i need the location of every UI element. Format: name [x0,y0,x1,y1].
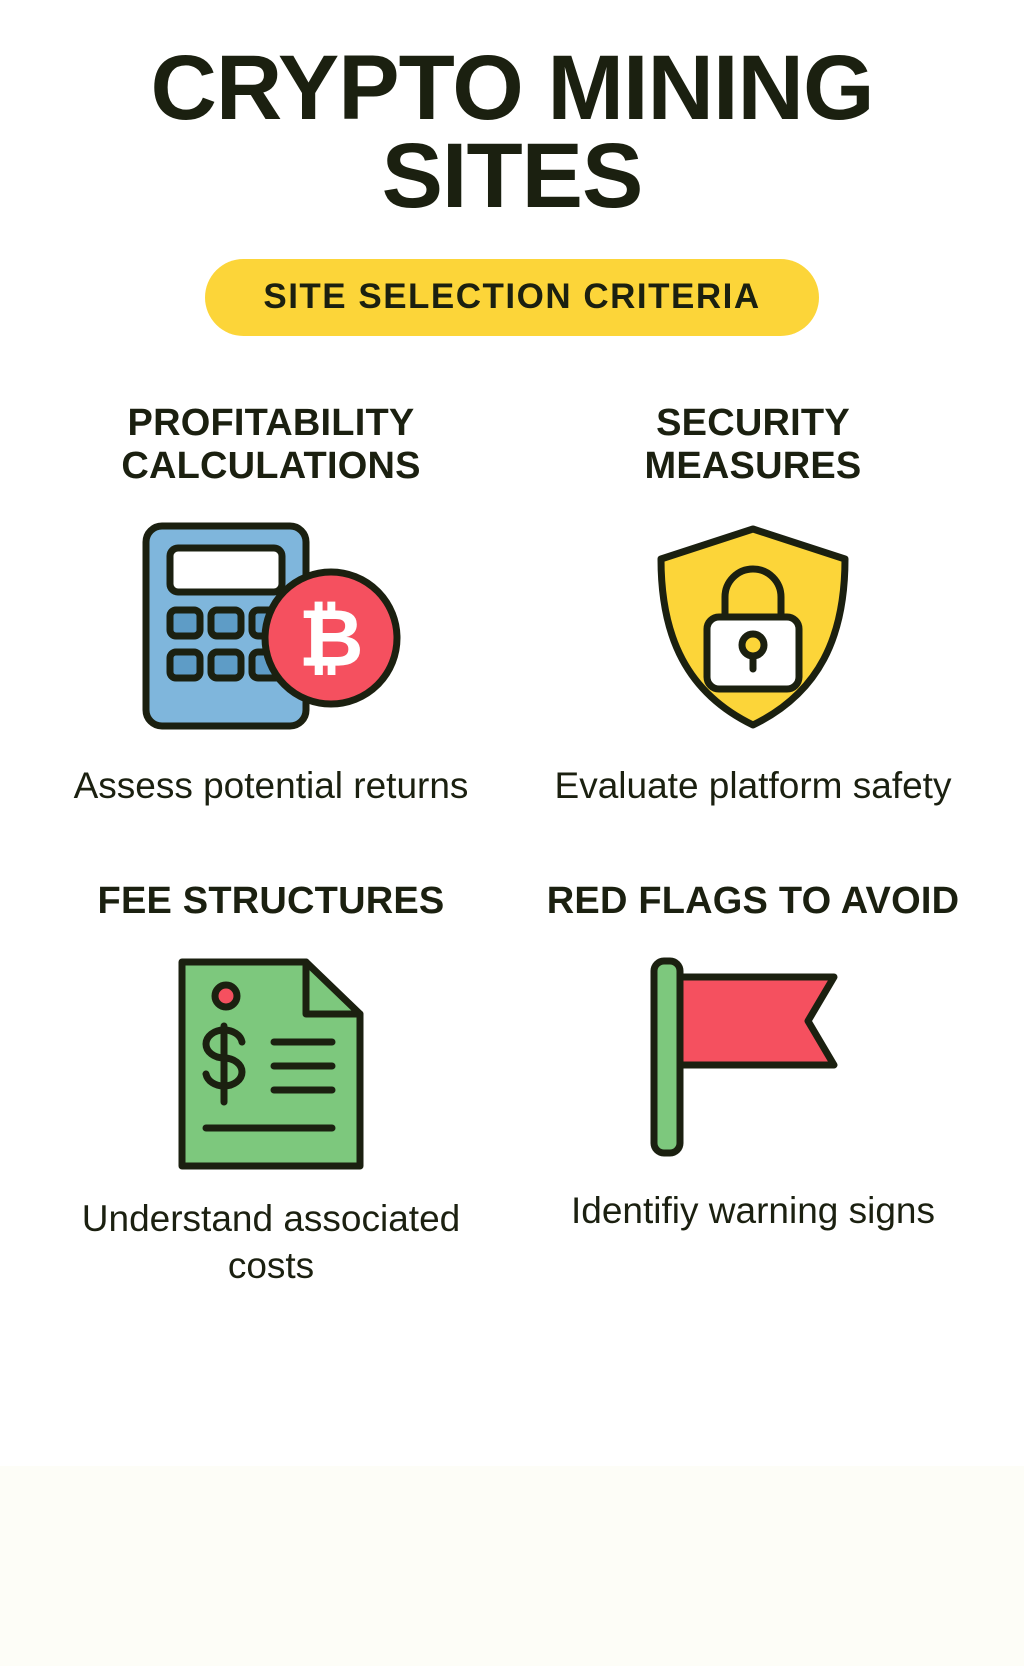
criteria-title: PROFITABILITY CALCULATIONS [121,401,421,487]
criteria-item-profitability [40,402,502,810]
document-dollar-icon [166,945,376,1185]
subtitle-badge-container [40,259,984,336]
page-title-line-1: CRYPTO MINING [150,37,874,139]
criteria-title: RED FLAGS TO AVOID [546,879,960,922]
shield-lock-icon [643,502,863,752]
page-title [40,37,984,228]
criteria-caption: Assess potential returns [73,765,469,807]
calculator-bitcoin-icon [126,502,416,752]
criteria-caption: Understand associated costs [81,1197,461,1287]
criteria-item-fees [40,880,502,1290]
criteria-caption: Evaluate platform safety [554,765,952,807]
criteria-item-security [522,402,984,810]
criteria-caption: Identifiy warning signs [570,1189,936,1231]
criteria-title: SECURITY MEASURES [644,401,862,487]
criteria-grid [40,402,984,1290]
criteria-item-red-flags [522,880,984,1290]
svg-text:₿: ₿ [298,593,364,683]
page-title-line-2: SITES [381,125,643,228]
red-flag-icon [638,937,868,1177]
subtitle-badge: SITE SELECTION CRITERIA [205,259,818,336]
criteria-title: FEE STRUCTURES [97,879,445,922]
